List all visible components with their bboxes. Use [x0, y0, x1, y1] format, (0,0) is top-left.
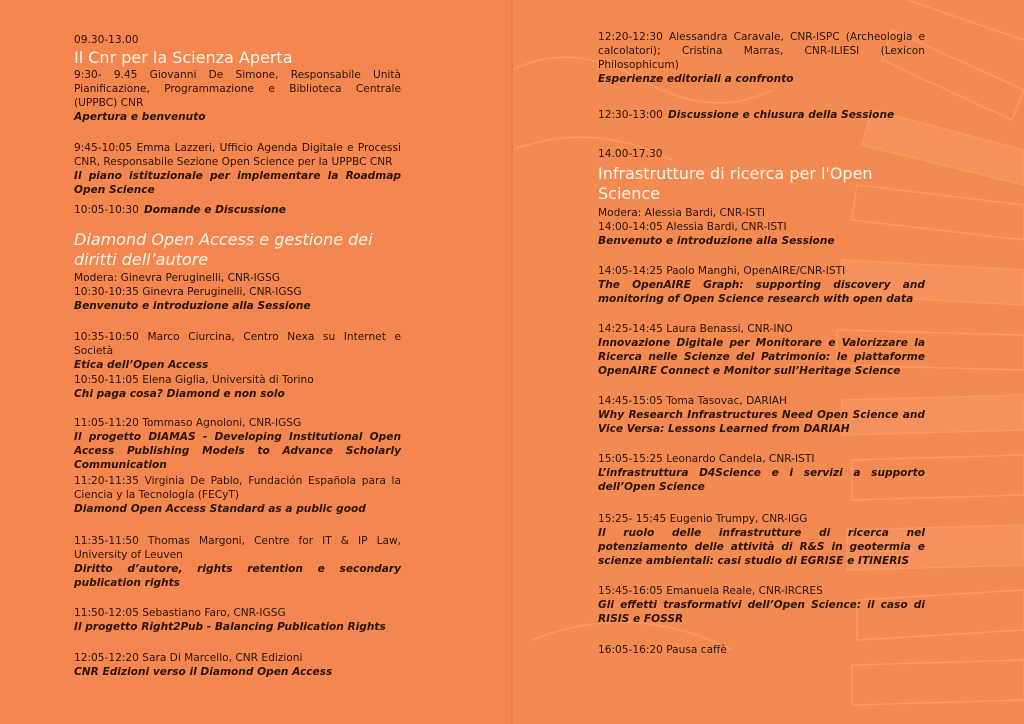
speaker-line: 14:45-15:05 Toma Tasovac, DARIAH: [598, 395, 788, 407]
moderator-line: Modera: Alessia Bardi, CNR-ISTI: [598, 207, 766, 219]
program-item: [598, 264, 925, 306]
program-item: [598, 103, 925, 122]
speaker-line: 11:20-11:35 Virginia De Pablo, Fundación Española para la Ciencia y la Tecnología (FECyT): [74, 475, 401, 501]
talk-title: Il ruolo delle infrastrutture di ricerca nel potenziamento delle attività di R&S in geotermia e scienze ambientali: casi studio di EGRISE e ITINERIS: [598, 527, 925, 567]
talk-title: Benvenuto e introduzione alla Sessione: [598, 235, 835, 247]
talk-title: Discussione e chiusura della Sessione: [667, 109, 895, 121]
program-item: [598, 584, 925, 626]
program-item: [598, 322, 925, 378]
speaker-line: 11:35-11:50 Thomas Margoni, Centre for IT & IP Law, University of Leuven: [74, 535, 401, 561]
talk-title: Il piano istituzionale per implementare la Roadmap Open Science: [74, 170, 401, 196]
speaker-line: 16:05-16:20 Pausa caffè: [598, 644, 727, 656]
program-item: [74, 141, 401, 197]
talk-title: CNR Edizioni verso il Diamond Open Access: [74, 666, 333, 678]
talk-title: Etica dell’Open Access: [74, 359, 209, 371]
session3-title: Infrastrutture di ricerca per l'Open Science: [598, 164, 873, 203]
speaker-line: 15:25- 15:45 Eugenio Trumpy, CNR-IGG: [598, 513, 808, 525]
session2-title: Diamond Open Access e gestione dei diritti dell’autore: [74, 230, 373, 269]
talk-title: L’infrastruttura D4Science e i servizi a supporto dell’Open Science: [598, 467, 925, 493]
speaker-line: 10:50-11:05 Elena Giglia, Università di Torino: [74, 374, 314, 386]
speaker-line: 9:45-10:05 Emma Lazzeri, Ufficio Agenda Digitale e Processi CNR, Responsabile Sezione Open Science per la UPPBC CNR: [74, 142, 401, 168]
time-label: 10:05-10:30: [74, 204, 139, 216]
program-item: [74, 198, 401, 217]
moderator-line: Modera: Ginevra Peruginelli, CNR-IGSG: [74, 272, 280, 284]
speaker-line: 14:05-14:25 Paolo Manghi, OpenAIRE/CNR-ISTI: [598, 265, 846, 277]
talk-title: Il progetto Right2Pub - Balancing Publication Rights: [74, 621, 386, 633]
program-item: [598, 643, 925, 657]
talk-title: Innovazione Digitale per Monitorare e Valorizzare la Ricerca nelle Scienze del Patrimonio: le piattaforme OpenAIRE Connect e Monitor sull’Heritage Science: [598, 337, 925, 377]
talk-title: Diritto d’autore, rights retention e secondary publication rights: [74, 563, 401, 589]
talk-title: The OpenAIRE Graph: supporting discovery and monitoring of Open Science research with open data: [598, 279, 925, 305]
program-item: [74, 271, 401, 313]
speaker-line: 11:50-12:05 Sebastiano Faro, CNR-IGSG: [74, 607, 286, 619]
program-item: [74, 416, 401, 472]
program-item: [598, 452, 925, 494]
speaker-line: 14:00-14:05 Alessia Bardi, CNR-ISTI: [598, 221, 787, 233]
program-item: [598, 512, 925, 568]
speaker-line: 12:20-12:30 Alessandra Caravale, CNR-ISPC (Archeologia e calcolatori); Cristina Marras, CNR-ILIESI (Lexicon Philosophicum): [598, 31, 925, 71]
speaker-line: 14:25-14:45 Laura Benassi, CNR-INO: [598, 323, 793, 335]
talk-title: Diamond Open Access Standard as a public good: [74, 503, 366, 515]
program-item: [74, 330, 401, 372]
program-item: [74, 606, 401, 634]
speaker-line: 11:05-11:20 Tommaso Agnoloni, CNR-IGSG: [74, 417, 302, 429]
program-item: [74, 373, 401, 401]
program-item: [74, 68, 401, 124]
program-item: [74, 534, 401, 590]
speaker-line: 15:05-15:25 Leonardo Candela, CNR-ISTI: [598, 453, 815, 465]
speaker-line: 9:30- 9.45 Giovanni De Simone, Responsabile Unità Pianificazione, Programmazione e Biblioteca Centrale (UPPBC) CNR: [74, 69, 401, 109]
session1-title: Il Cnr per la Scienza Aperta: [74, 48, 293, 67]
talk-title: Apertura e benvenuto: [74, 111, 206, 123]
speaker-line: 12:05-12:20 Sara Di Marcello, CNR Edizioni: [74, 652, 303, 664]
talk-title: Benvenuto e introduzione alla Sessione: [74, 300, 311, 312]
program-item: [598, 206, 925, 248]
time-label: 12:30-13:00: [598, 109, 663, 121]
talk-title: Gli effetti trasformativi dell’Open Science: il caso di RISIS e FOSSR: [598, 599, 925, 625]
talk-title: Why Research Infrastructures Need Open Science and Vice Versa: Lessons Learned from DARIAH: [598, 409, 925, 435]
program-item: [74, 474, 401, 516]
talk-title: Esperienze editoriali a confronto: [598, 73, 794, 85]
program-item: [598, 30, 925, 86]
talk-title: Domande e Discussione: [143, 204, 286, 216]
program-item: [598, 394, 925, 436]
morning-time: 09.30-13.00: [74, 34, 139, 46]
program-item: [74, 651, 401, 679]
talk-title: Chi paga cosa? Diamond e non solo: [74, 388, 285, 400]
afternoon-time: 14.00-17.30: [598, 148, 663, 160]
speaker-line: 15:45-16:05 Emanuela Reale, CNR-IRCRES: [598, 585, 823, 597]
page-fold: [511, 0, 513, 724]
talk-title: Il progetto DIAMAS - Developing Institutional Open Access Publishing Models to Advance Scholarly Communication: [74, 431, 401, 471]
speaker-line: 10:30-10:35 Ginevra Peruginelli, CNR-IGSG: [74, 286, 302, 298]
speaker-line: 10:35-10:50 Marco Ciurcina, Centro Nexa su Internet e Società: [74, 331, 401, 357]
